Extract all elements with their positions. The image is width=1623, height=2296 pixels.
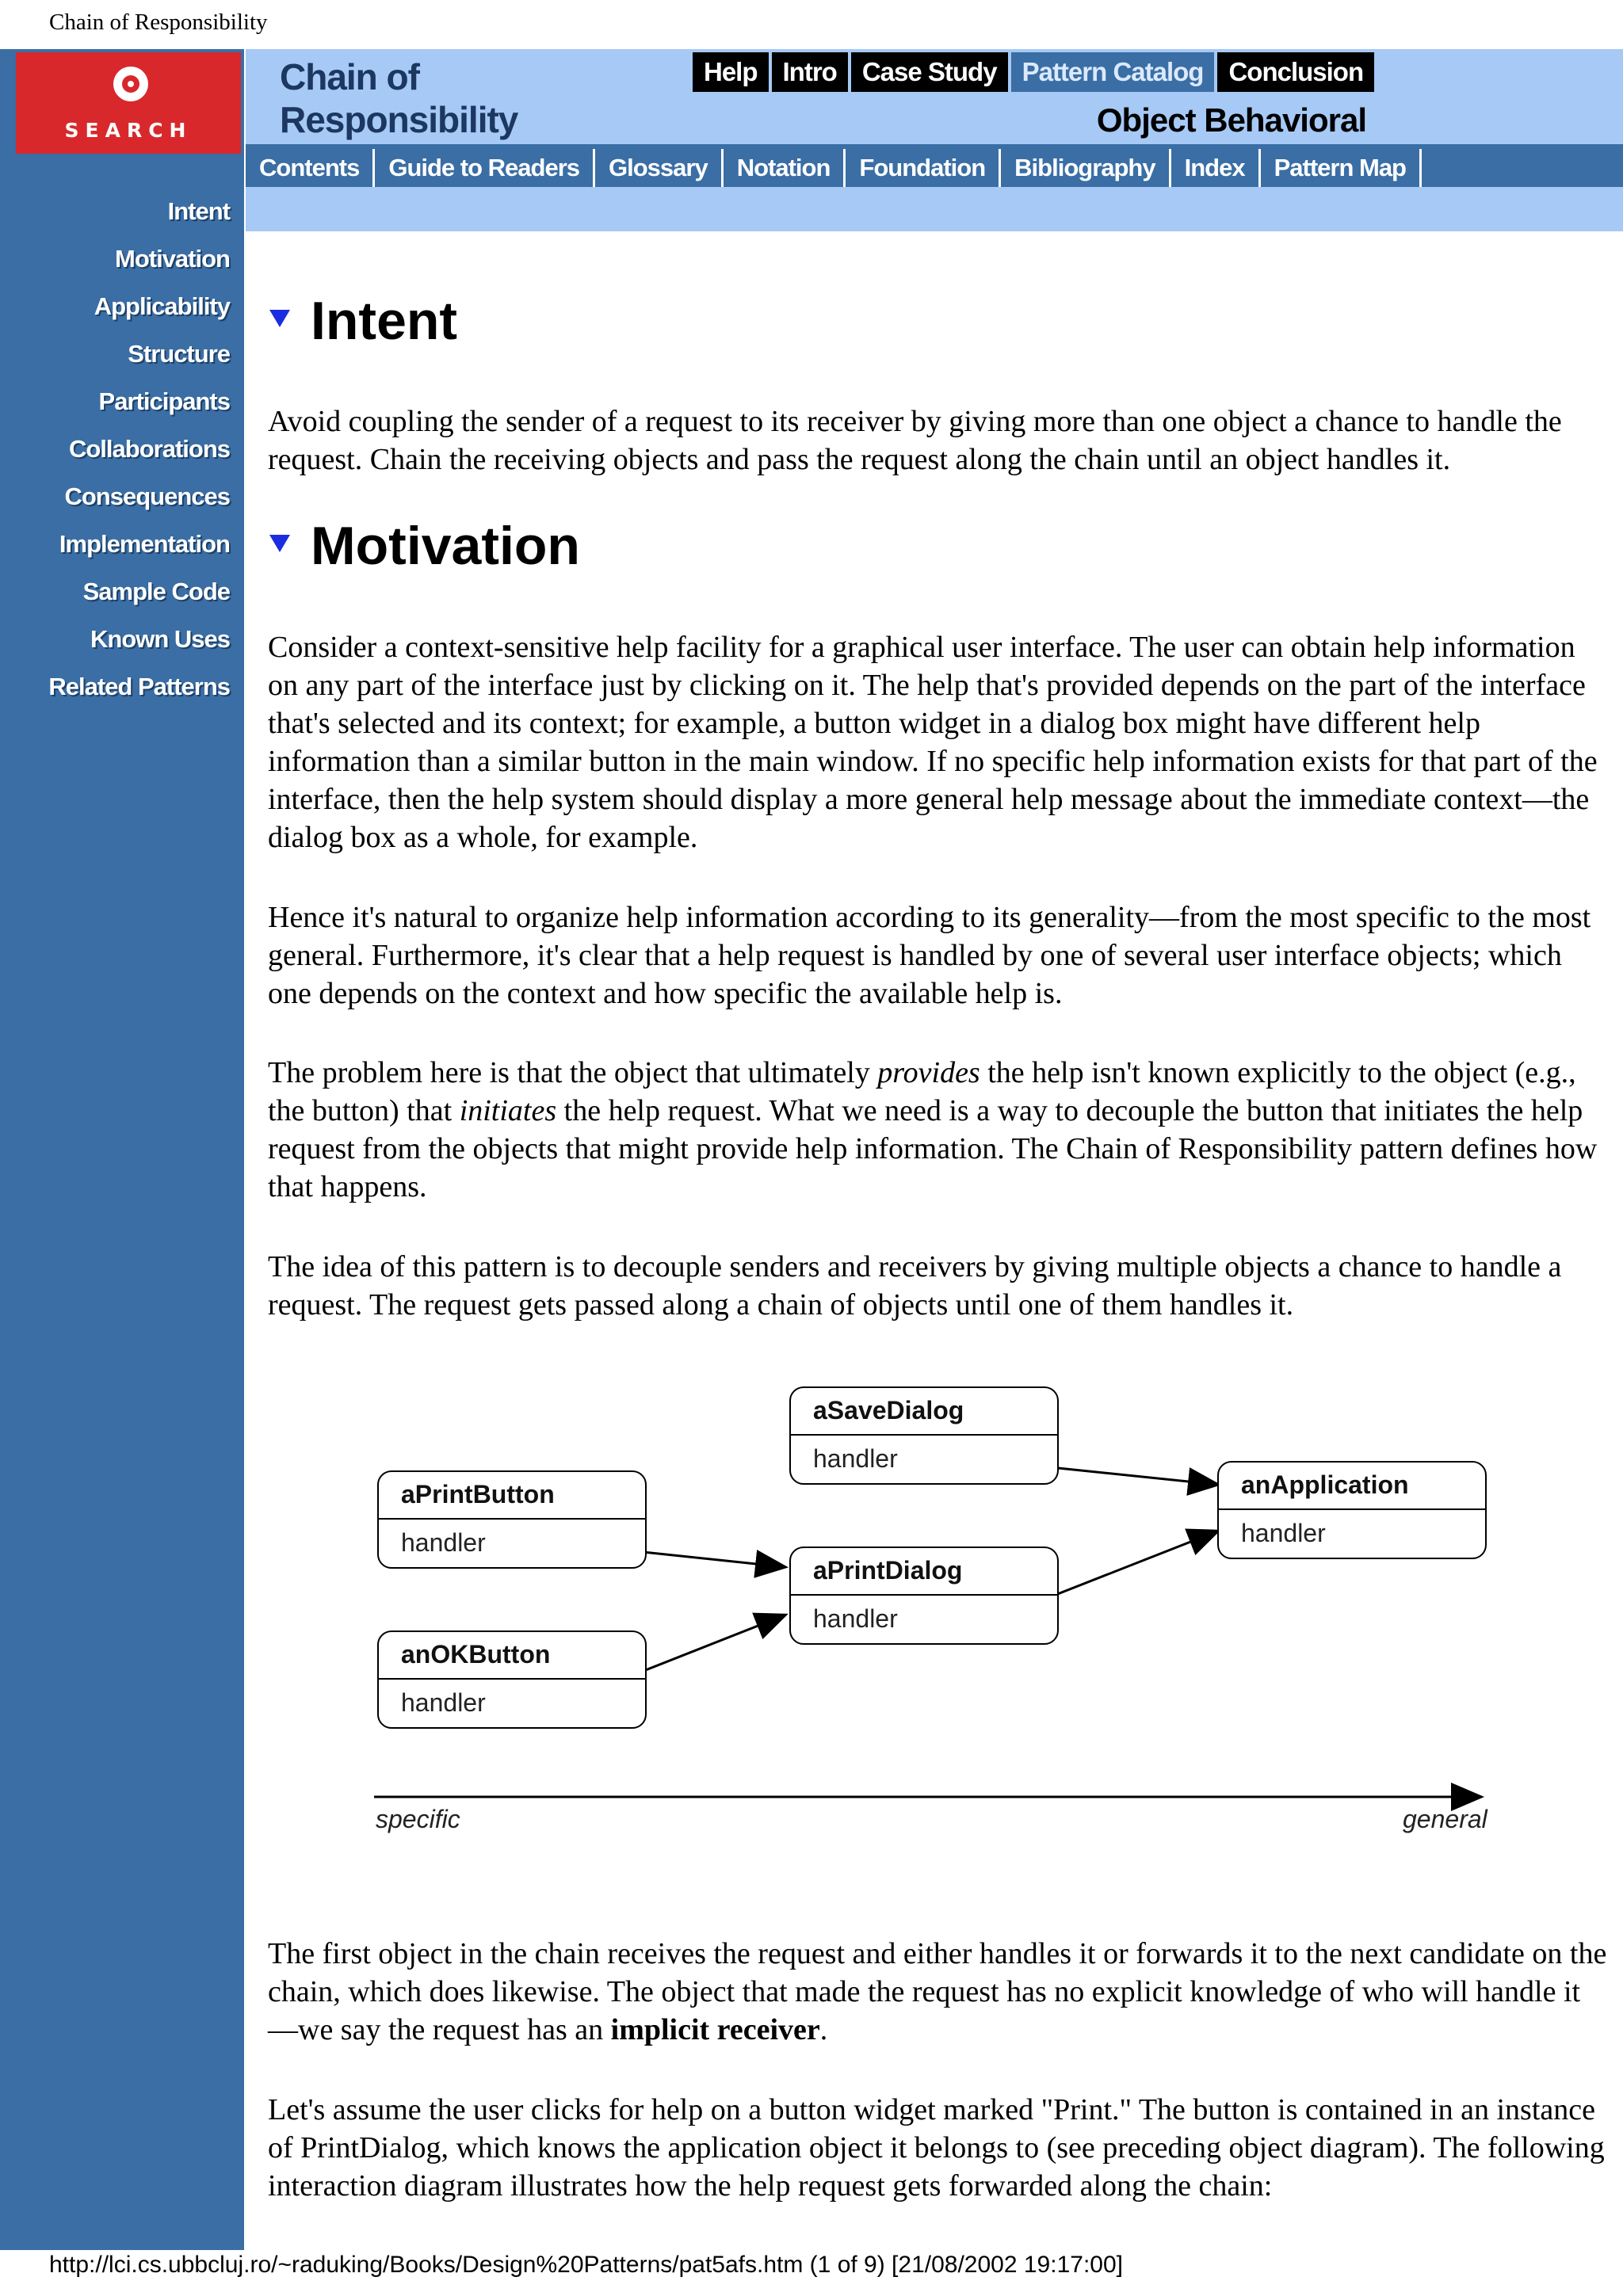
object-field: handler [813,1604,898,1633]
object-name: aSaveDialog [791,1388,1057,1436]
motivation-heading-text: Motivation [311,516,580,576]
sidebar-item-structure[interactable]: Structure [128,340,230,368]
sidebar-nav [0,192,230,715]
subtab-glossary[interactable]: Glossary [595,149,724,187]
object-field: handler [401,1688,486,1717]
object-aprintbutton [377,1470,647,1569]
object-name: aPrintButton [379,1472,645,1520]
sidebar-item-intent[interactable]: Intent [167,197,230,225]
p5-strong-implicit-receiver: implicit receiver [610,2013,820,2046]
sub-nav [246,149,1422,187]
object-field: handler [1241,1519,1326,1547]
sidebar-item-applicability[interactable]: Applicability [94,292,230,320]
sidebar-item-implementation[interactable]: Implementation [59,530,230,558]
tab-help[interactable]: Help [693,52,769,92]
intent-heading-text: Intent [311,291,458,351]
p3-text-b: the help isn't known explicitly to the object (e.g., the button) that [268,1056,1576,1127]
object-field: handler [813,1444,898,1473]
search-button[interactable] [16,52,241,154]
pattern-title-line2: Responsibility [280,99,518,140]
tab-case-study[interactable]: Case Study [851,52,1008,92]
intent-heading [269,290,457,352]
p3-emphasis-provides: provides [877,1056,980,1089]
expand-triangle-icon [269,535,290,552]
axis-label-general: general [1403,1805,1487,1833]
object-name: anOKButton [379,1632,645,1680]
sidebar-item-sample-code[interactable]: Sample Code [82,578,230,605]
expand-triangle-icon [269,310,290,327]
document-title: Chain of Responsibility [49,10,268,35]
sidebar-item-participants[interactable]: Participants [98,387,230,415]
sidebar-item-related-patterns[interactable]: Related Patterns [48,673,230,700]
object-anapplication [1217,1461,1487,1559]
object-field: handler [401,1528,486,1557]
motivation-paragraph-1: Consider a context-sensitive help facility for a graphical user interface. The user can obtain help information on any part of the interface just by clicking on it. The help that's provided depends on the part of the interface that's selected and its context; for example, a button widget in a dialog box might have different help information than a similar button in the main window. If no specific help information exists for that part of the interface, then the help system should display a more general help message about the immediate context—the dialog box as a whole, for example. [268,631,1598,854]
p3-emphasis-initiates: initiates [459,1094,557,1127]
object-name: aPrintDialog [791,1548,1057,1596]
pattern-classification: Object Behavioral [1096,101,1366,139]
motivation-paragraph-2: Hence it's natural to organize help information according to its generality—from the most specific to the most general. Furthermore, it's clear that a help request is handled by one of several user interface objects; which one depends on the context and how specific the available help is. [268,901,1591,1010]
motivation-paragraph-4: The idea of this pattern is to decouple senders and receivers by giving multiple objects a chance to handle a request. The request gets passed along a chain of objects until one of them handles it. [268,1250,1562,1322]
object-diagram [365,1379,1506,1838]
motivation-paragraph-5 [268,1935,1607,2049]
tab-conclusion[interactable]: Conclusion [1217,52,1374,92]
subtab-notation[interactable]: Notation [724,149,846,187]
subtab-guide-to-readers[interactable]: Guide to Readers [375,149,595,187]
sidebar-item-consequences[interactable]: Consequences [64,482,230,510]
p3-text-a: The problem here is that the object that ultimately [268,1056,878,1089]
axis-label-specific: specific [376,1805,460,1833]
subtab-bibliography[interactable]: Bibliography [1001,149,1170,187]
intent-text: Avoid coupling the sender of a request to its receiver by giving more than one object a chance to handle the request. Chain the receiving objects and pass the request along the chain until an object handles it. [268,405,1562,476]
p3-text-c: the help request. What we need is a way to decouple the button that initiates the help request from the objects that might provide help information. The Chain of Responsibility pattern defines how that happens. [268,1094,1598,1203]
sidebar-item-motivation[interactable]: Motivation [115,245,230,273]
sidebar-item-known-uses[interactable]: Known Uses [90,625,230,653]
subtab-pattern-map[interactable]: Pattern Map [1261,149,1422,187]
motivation-paragraph-6: Let's assume the user clicks for help on a button widget marked "Print." The button is contained in an instance of PrintDialog, which knows the application object it belongs to (see preceding object diagram). The following interaction diagram illustrates how the help request gets forwarded along the chain: [268,2093,1605,2203]
subtab-index[interactable]: Index [1171,149,1261,187]
object-name: anApplication [1219,1463,1485,1510]
subtab-foundation[interactable]: Foundation [846,149,1001,187]
pattern-title [280,55,597,141]
subtab-contents[interactable]: Contents [246,149,375,187]
object-asavedialog [789,1386,1059,1485]
top-nav [693,52,1377,92]
footer-url: http://lci.cs.ubbcluj.ro/~raduking/Books/Design%20Patterns/pat5afs.htm (1 of 9) [21/08/2002 19:17:00] [49,2252,1123,2278]
motivation-heading [269,515,580,577]
tab-pattern-catalog[interactable]: Pattern Catalog [1011,52,1215,92]
target-icon [113,67,148,101]
object-anokbutton [377,1630,647,1729]
tab-intro[interactable]: Intro [772,52,848,92]
search-label: SEARCH [64,119,193,142]
p5-text-b: . [819,2013,828,2046]
header-strip [246,187,1623,231]
motivation-paragraph-3 [268,1054,1607,1206]
pattern-title-line1: Chain of [280,56,419,97]
p5-text-a: The first object in the chain receives the request and either handles it or forwards it to the next candidate on the chain, which does likewise. The object that made the request has no explicit knowledge of who will handle it—we say the request has an [268,1937,1607,2046]
sidebar-item-collaborations[interactable]: Collaborations [68,435,230,463]
object-aprintdialog [789,1547,1059,1645]
